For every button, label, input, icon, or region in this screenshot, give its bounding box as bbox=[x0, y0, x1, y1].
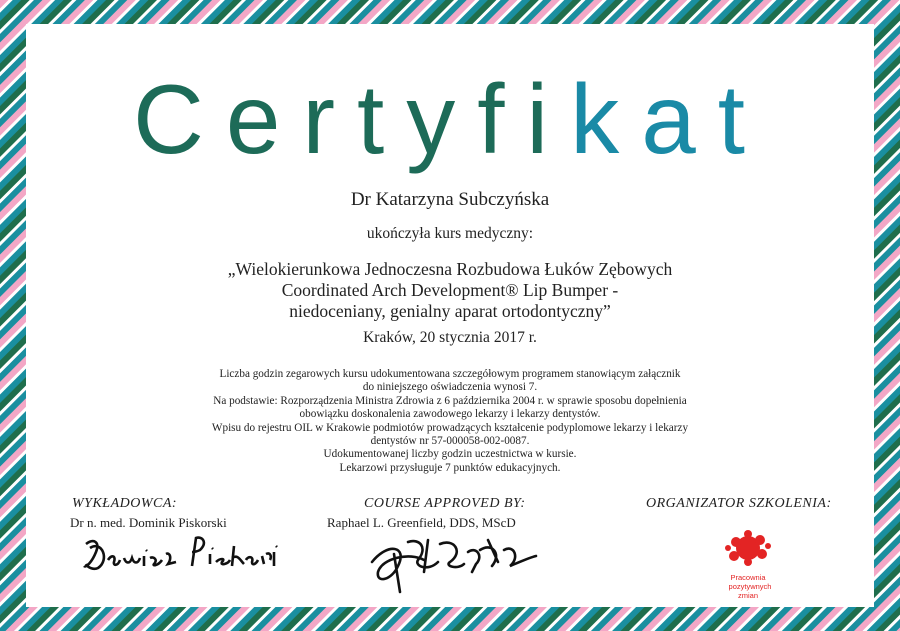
certificate-title bbox=[0, 64, 900, 174]
details-line: Liczba godzin zegarowych kursu udokumentowana szczegółowym programem stanowiącym załącznik bbox=[219, 368, 681, 380]
lecturer-name: Dr n. med. Dominik Piskorski bbox=[70, 515, 227, 530]
organizer-label: ORGANIZATOR SZKOLENIA: bbox=[646, 496, 832, 511]
details-line: Na podstawie: Rozporządzenia Ministra Zdrowia z 6 października 2004 r. w sprawie sposobu dopełnienia bbox=[213, 394, 687, 407]
details-line: obowiązku doskonalenia zawodowego lekarzy i lekarzy dentystów. bbox=[299, 408, 601, 421]
details-line: Lekarzowi przysługuje 7 punktów edukacyjnych. bbox=[339, 461, 561, 474]
title-part-light: kat bbox=[570, 64, 767, 174]
place-date: Kraków, 20 stycznia 2017 r. bbox=[363, 329, 537, 346]
organizer-logo-text: Pracownia bbox=[730, 573, 766, 582]
title-part-dark: Certyfi bbox=[133, 64, 571, 174]
details-line: Udokumentowanej liczby godzin uczestnictwa w kursie. bbox=[323, 448, 577, 461]
course-title-line: „Wielokierunkowa Jednoczesna Rozbudowa Łuków Zębowych bbox=[227, 259, 673, 279]
organizer-logo bbox=[718, 530, 790, 608]
details-line: Wpisu do rejestru OIL w Krakowie podmiotów prowadzących kształcenie podyplomowe lekarzy i lekarzy bbox=[211, 421, 689, 434]
organizer-logo-text: pozytywnych bbox=[728, 582, 772, 591]
course-title-line: niedoceniany, genialny aparat ortodontyczny” bbox=[289, 301, 611, 321]
organizer-logo-text: zmian bbox=[737, 591, 759, 600]
approved-name: Raphael L. Greenfield, DDS, MScD bbox=[327, 515, 516, 530]
completed-text: ukończyła kurs medyczny: bbox=[366, 225, 534, 242]
details-line: dentystów nr 57-000058-002-0087. bbox=[370, 435, 530, 448]
course-title-line: Coordinated Arch Development® Lip Bumper - bbox=[281, 280, 619, 300]
course-details bbox=[0, 368, 900, 475]
course-title bbox=[0, 259, 900, 322]
lecturer-signature bbox=[80, 530, 290, 580]
approver-signature bbox=[368, 532, 548, 604]
details-line: do niniejszego oświadczenia wynosi 7. bbox=[362, 381, 538, 394]
approved-label: COURSE APPROVED BY: bbox=[364, 496, 526, 511]
lecturer-label: WYKŁADOWCA: bbox=[72, 496, 178, 511]
recipient-name: Dr Katarzyna Subczyńska bbox=[350, 189, 550, 210]
